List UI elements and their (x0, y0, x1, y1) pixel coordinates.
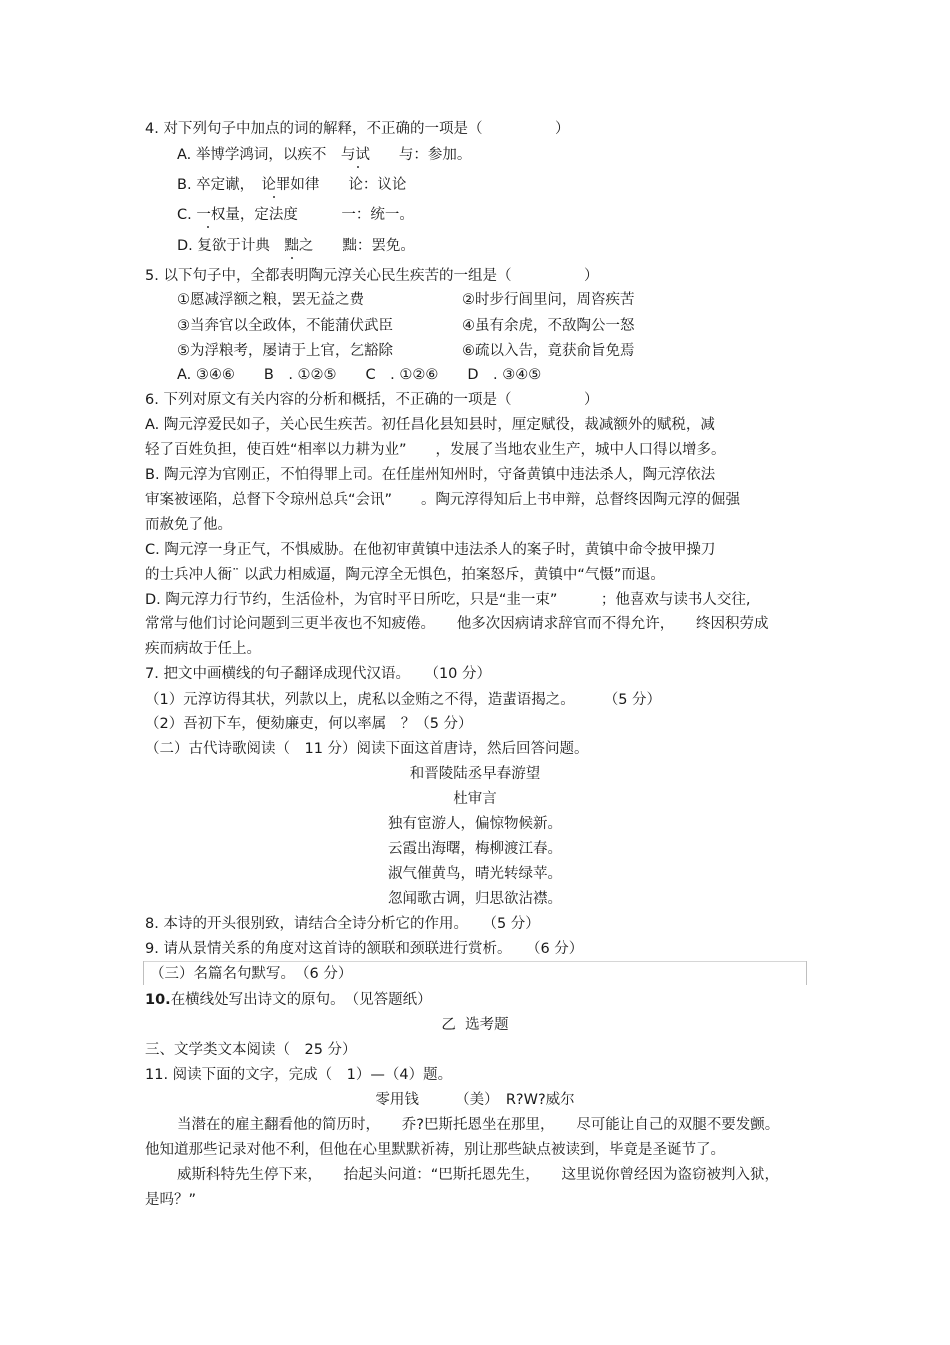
q4-option-c: C. 一权量，定法度 一：统一。 (177, 207, 414, 223)
story-paragraph-1-line1: 当潜在的雇主翻看他的简历时， 乔?巴斯托恩坐在那里， 尽可能让自己的双腿不要发颤。 (177, 1117, 780, 1133)
q10-number: 10. (145, 992, 171, 1008)
q5-item-4: ④虽有余虎，不敌陶公一怒 (462, 318, 635, 334)
q7-stem: 7. 把文中画横线的句子翻译成现代汉语。 （10 分） (145, 666, 492, 682)
q6-b-line1: B. 陶元淳为官刚正，不怕得罪上司。在任崖州知州时，守备黄镇中违法杀人，陶元淳依法 (145, 467, 716, 483)
poetry-section-header: （二）古代诗歌阅读（ 11 分）阅读下面这首唐诗，然后回答问题。 (145, 741, 589, 757)
section-divider (143, 961, 807, 962)
q5-item-1: ①愿减浮额之粮，罢无益之费 (177, 292, 364, 308)
q6-d-line3: 疾而病故于任上。 (145, 641, 261, 657)
story-paragraph-1-line2: 他知道那些记录对他不利，但他在心里默默祈祷，别让那些缺点被读到，毕竟是圣诞节了。 (145, 1142, 725, 1158)
poem-author: 杜审言 (453, 791, 497, 807)
q4-stem: 4. 对下列句子中加点的词的解释，不正确的一项是（ ） (145, 121, 570, 137)
poem-line-2: 云霞出海曙，梅柳渡江春。 (388, 841, 562, 857)
q6-c-line1: C. 陶元淳一身正气，不惧威胁。在他初审黄镇中违法杀人的案子时，黄镇中命令披甲操刀 (145, 542, 716, 558)
q7-sentence-1: （1）元淳访得其状，列款以上，虎私以金贿之不得，造蜚语揭之。 （5 分） (145, 692, 662, 708)
q5-item-3: ③当奔官以全政体，不能蒲伏武臣 (177, 318, 393, 334)
q6-d-line1: D. 陶元淳力行节约，生活俭朴，为官时平日所吃，只是“韭一束” ；他喜欢与读书人交往, (145, 592, 751, 608)
q6-a-line1: A. 陶元淳爱民如子，关心民生疾苦。初任昌化县知县时，厘定赋役，裁减额外的赋税，减 (145, 417, 715, 433)
q5-item-2: ②时步行闾里问，周咨疾苦 (462, 292, 635, 308)
q6-stem: 6. 下列对原文有关内容的分析和概括，不正确的一项是（ ） (145, 392, 599, 408)
story-paragraph-2-line2: 是吗？” (145, 1192, 197, 1208)
q6-b-line2: 审案被诬陷，总督下令琼州总兵“会讯” 。陶元淳得知后上书申辩，总督终因陶元淳的倔强 (145, 492, 741, 508)
recite-section-header: （三）名篇名句默写。 （6 分） (150, 966, 353, 982)
section-b-title: 乙 选考题 (441, 1017, 509, 1033)
q9-text: 9. 请从景情关系的角度对这首诗的颔联和颈联进行赏析。 （6 分） (145, 941, 584, 957)
q10-line (145, 991, 432, 1009)
q8-text: 8. 本诗的开头很别致，请结合全诗分析它的作用。 （5 分） (145, 916, 540, 932)
q10-text: 在横线处写出诗文的原句。 （见答题纸） (170, 992, 432, 1008)
story-title: 零用钱 （美） R?W?威尔 (375, 1092, 575, 1108)
poem-line-1: 独有宦游人，偏惊物候新。 (388, 816, 562, 832)
q7-sentence-2: （2）吾初下车，便劾廉吏，何以率属 ？（5 分） (145, 716, 473, 732)
q6-b-line3: 而赦免了他。 (145, 517, 232, 533)
q5-item-5: ⑤为浮粮考，屡请于上官，乞豁除 (177, 343, 393, 359)
emphasis-dot (207, 226, 209, 228)
q5-item-6: ⑥疏以入告，竟获俞旨免焉 (462, 343, 635, 359)
section-divider (143, 961, 144, 985)
story-paragraph-2-line1: 威斯科特先生停下来， 抬起头问道：“巴斯托恩先生， 这里说你曾经因为盗窃被判入狱， (177, 1167, 780, 1183)
poem-title: 和晋陵陆丞早春游望 (409, 766, 541, 782)
q6-a-line2: 轻了百姓负担，使百姓“相率以力耕为业” ，发展了当地农业生产，城中人口得以增多。 (145, 442, 726, 458)
emphasis-dot (357, 166, 359, 168)
section-divider (806, 961, 807, 985)
q4-option-d: D. 复欲于计典 黜之 黜：罢免。 (177, 238, 415, 254)
q4-option-b: B. 卒定谳， 论罪如律 论：议论 (177, 177, 407, 193)
section-3-header: 三、文学类文本阅读（ 25 分） (145, 1042, 357, 1058)
emphasis-dot (273, 196, 275, 198)
poem-line-4: 忽闻歌古调，归思欲沾襟。 (388, 891, 562, 907)
poem-line-3: 淑气催黄鸟，晴光转绿苹。 (388, 866, 562, 882)
q11-stem: 11. 阅读下面的文字，完成（ 1）—（4）题。 (145, 1067, 453, 1083)
q6-d-line2: 常常与他们讨论问题到三更半夜也不知疲倦。 他多次因病请求辞官而不得允许， 终因积劳成 (145, 616, 769, 632)
emphasis-dot (291, 257, 293, 259)
q5-options: A. ③④⑥ B . ①②⑤ C . ①②⑥ D . ③④⑤ (177, 367, 542, 383)
q6-c-line2: 的士兵冲人衙¨ 以武力相威逼，陶元淳全无惧色，拍案怒斥，黄镇中“气慑”而退。 (145, 567, 665, 583)
q5-stem: 5. 以下句子中，全都表明陶元淳关心民生疾苦的一组是（ ） (145, 268, 599, 284)
q4-option-a: A. 举博学鸿词，以疾不 与试 与：参加。 (177, 147, 472, 163)
